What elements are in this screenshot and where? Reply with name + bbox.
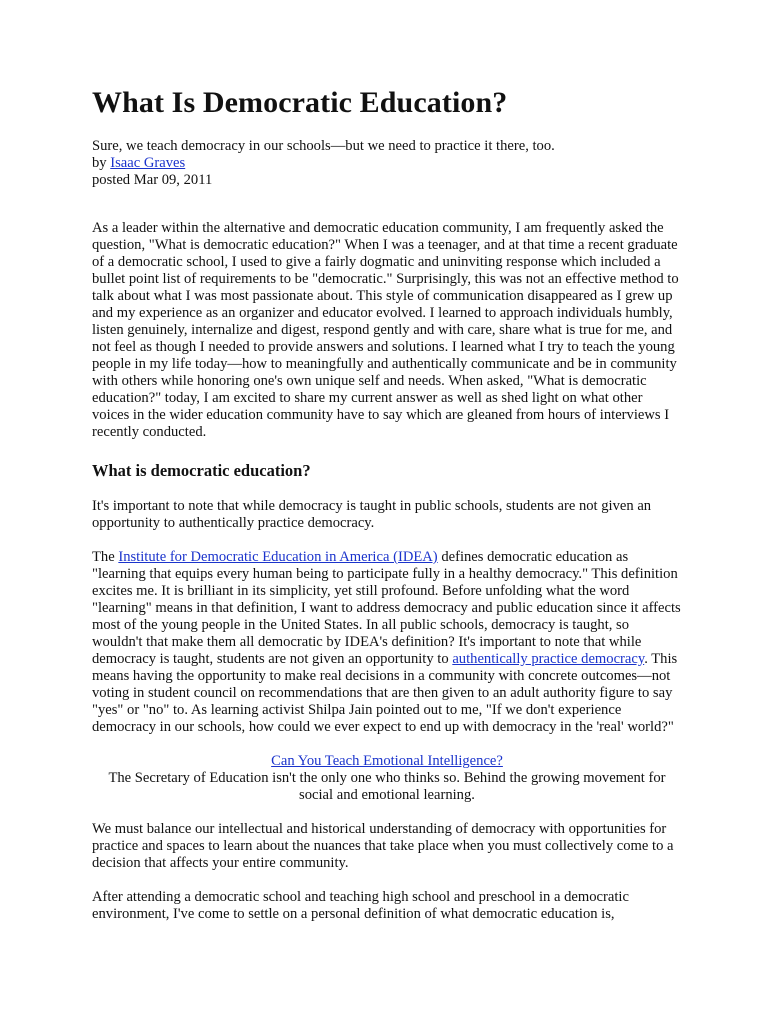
paragraph-definition: After attending a democratic school and teaching high school and preschool in a democratic environment, I've come to settle on a personal definition of what democratic education is,: [92, 889, 629, 922]
promo-text: The Secretary of Education isn't the only one who thinks so. Behind the growing movement for social and emotional learning.: [108, 770, 666, 803]
paragraph-intro: As a leader within the alternative and democratic education community, I am frequently asked the question, "What is democratic education?" When I was a teenager, and at that time a recent graduate of a democratic school, I used to give a fairly dogmatic and uninviting response which included a bullet point list of requirements to be "democratic." Surprisingly, this was not an effective method to talk about what I was most passionate about. This style of communication disappeared as I grew up and my experience as an organizer and educator evolved. I learned to approach individuals humbly, listen genuinely, internalize and digest, respond gently and with care, share what is true for me, and not feel as though I needed to provide answers and solutions. I learned what I try to teach the young people in my life today—how to meaningfully and authentically communicate and be in community with others while honoring one's own unique self and needs. When asked, "What is democratic education?" today, I am excited to share my current answer as well as shed light on what other voices in the wider education community have to say which are gleaned from hours of interviews I recently conducted.: [92, 220, 679, 440]
authentic-practice-link[interactable]: authentically practice democracy: [452, 651, 645, 667]
idea-link[interactable]: Institute for Democratic Education in America (IDEA): [118, 549, 438, 565]
byline-prefix: by: [92, 155, 111, 171]
article-subtitle: Sure, we teach democracy in our schools—but we need to practice it there, too.: [92, 138, 555, 154]
promo-block: [92, 753, 682, 804]
byline: [92, 155, 682, 172]
article-meta: [92, 138, 682, 189]
promo-link[interactable]: Can You Teach Emotional Intelligence?: [271, 753, 503, 769]
post-date: posted Mar 09, 2011: [92, 172, 213, 188]
paragraph-note: It's important to note that while democracy is taught in public schools, students are not given an opportunity to authentically practice democracy.: [92, 498, 652, 531]
paragraph-idea-end: . This means having the opportunity to make real decisions in a community with concrete outcomes—not voting in student council on recommendations that are then given to an adult authority figure to say "yes" or "no" to. As learning activist Shilpa Jain pointed out to me, "If we don't experience democracy in our schools, how could we ever expect to end up with democracy in the 'real' world?": [92, 651, 678, 735]
article-page: [92, 84, 682, 923]
paragraph-balance: We must balance our intellectual and historical understanding of democracy with opportunities for practice and spaces to learn about the nuances that take place when you must collectively come to a decision that affects your entire community.: [92, 821, 674, 871]
article-title: What Is Democratic Education?: [92, 86, 508, 119]
paragraph-idea-start: The: [92, 549, 119, 565]
paragraph-idea-mid: defines democratic education as "learning that equips every human being to participate fully in a healthy democracy." This definition excites me. It is brilliant in its simplicity, yet still profound. Before unfolding what the word "learning" means in that definition, I want to address democracy and public education since it affects most of the young people in the United States. In all public schools, democracy is taught, so wouldn't that make them all democratic by IDEA's definition? It's important to note that while democracy is taught, students are not given an opportunity to: [92, 549, 681, 667]
section-heading: What is democratic education?: [92, 461, 311, 480]
paragraph-idea: [92, 549, 682, 736]
author-link[interactable]: Isaac Graves: [110, 155, 186, 171]
